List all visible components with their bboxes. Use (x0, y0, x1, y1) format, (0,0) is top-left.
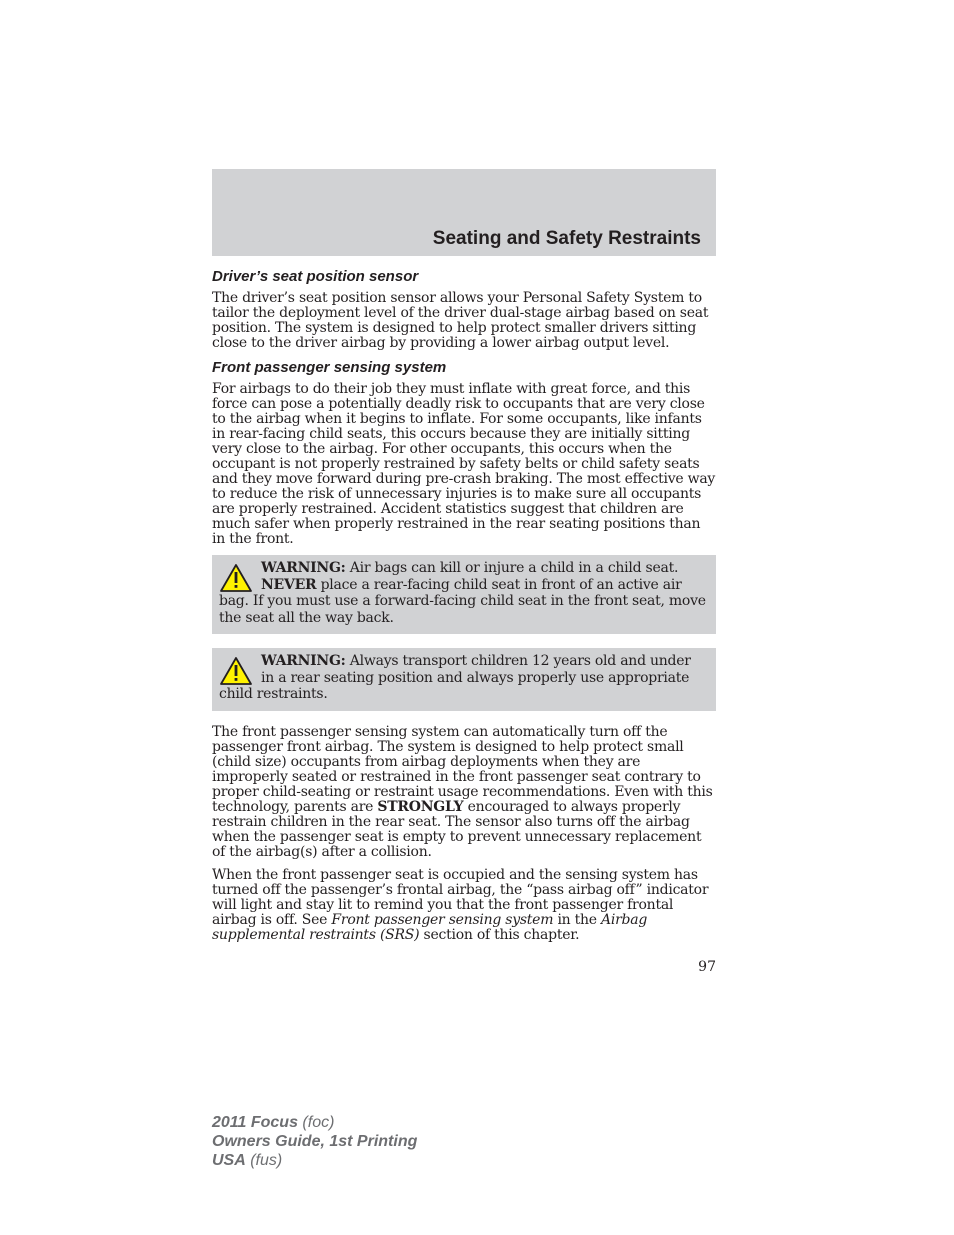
footer-line-model (212, 1113, 417, 1132)
text-emphasis: STRONGLY (377, 798, 464, 815)
paragraph-front-passenger-sensing: For airbags to do their job they must inflate with great force, and this force can pose a potentially deadly risk to occupants that are very close to the airbag when it begins to inflate. For some occupants, like infants in rear-facing child seats, this occurs because they are initially sitting very close to the airbag. For other occupants, this occurs when the occupant is not properly restrained by safety belts or child safety seats and they move forward during pre-crash braking. The most effective way to reduce the risk of unnecessary injuries is to make sure all occupants are properly restrained. Accident statistics suggest that children are much safer when properly restrained in the rear seating positions than in the front. (212, 381, 716, 547)
paragraph-sensing-turns-off-airbag (212, 725, 716, 860)
section-header-band (212, 169, 716, 256)
footer-model: 2011 Focus (212, 1114, 298, 1131)
cross-reference: Airbag supplemental restraints (SRS) (212, 911, 648, 943)
text-part: section of this chapter. (419, 926, 580, 943)
warning-text-part: Air bags can kill or injure a child in a child seat. (345, 560, 679, 576)
warning-triangle-icon (219, 563, 253, 593)
footer-model-code: (foc) (297, 1114, 335, 1131)
cross-reference: Front passenger sensing system (331, 911, 554, 928)
warning-emphasis: NEVER (261, 576, 317, 593)
paragraph-driver-seat-sensor: The driver’s seat position sensor allows your Personal Safety System to tailor the deployment level of the driver dual-stage airbag based on seat position. The system is designed to help protect smaller drivers sitting close to the driver airbag by providing a lower airbag output level. (212, 290, 709, 351)
footer-market-code: (fus) (245, 1152, 283, 1169)
subheading-driver-seat-sensor: Driver’s seat position sensor (212, 268, 419, 285)
warning-text-child-transport (219, 653, 706, 703)
page-content (212, 268, 716, 951)
footer-publication-info (212, 1113, 417, 1170)
subheading-front-passenger-sensing: Front passenger sensing system (212, 359, 447, 376)
page-number: 97 (698, 959, 716, 975)
paragraph-pass-airbag-off-indicator (212, 868, 716, 943)
footer-line-guide: Owners Guide, 1st Printing (212, 1133, 418, 1150)
warning-box-child-transport (212, 648, 716, 711)
warning-box-child-seat (212, 555, 716, 634)
text-part: The front passenger sensing system can automatically turn off the passenger front airbag. The system is designed to help protect small (child size) occupants from airbag deployments when they are improperly seated or restrained in the front passenger seat contrary to proper child-seating or restraint usage recommendations. Even with this technology, parents are (212, 723, 713, 815)
footer-market: USA (212, 1152, 246, 1169)
warning-label: WARNING: (261, 560, 346, 576)
section-title: Seating and Safety Restraints (432, 228, 701, 249)
footer-line-market (212, 1151, 417, 1170)
text-part: in the (553, 911, 602, 928)
text-part: When the front passenger seat is occupied and the sensing system has turned off the passenger’s frontal airbag, the “pass airbag off” indicator will light and stay lit to remind you that the front passenger frontal airbag is off. See (212, 866, 709, 928)
warning-triangle-icon (219, 656, 253, 686)
warning-text-part: Always transport children 12 years old and under in a rear seating position and always properly use appropriate child restraints. (219, 653, 691, 702)
warning-text-child-seat (219, 560, 706, 626)
warning-text-part: place a rear-facing child seat in front of an active air bag. If you must use a forward-facing child seat in the front seat, move the seat all the way back. (219, 576, 706, 626)
warning-label: WARNING: (261, 653, 346, 669)
text-part: encouraged to always properly restrain children in the rear seat. The sensor also turns off the airbag when the passenger seat is empty to prevent unnecessary replacement of the airbag(s) after a collision. (212, 798, 702, 860)
